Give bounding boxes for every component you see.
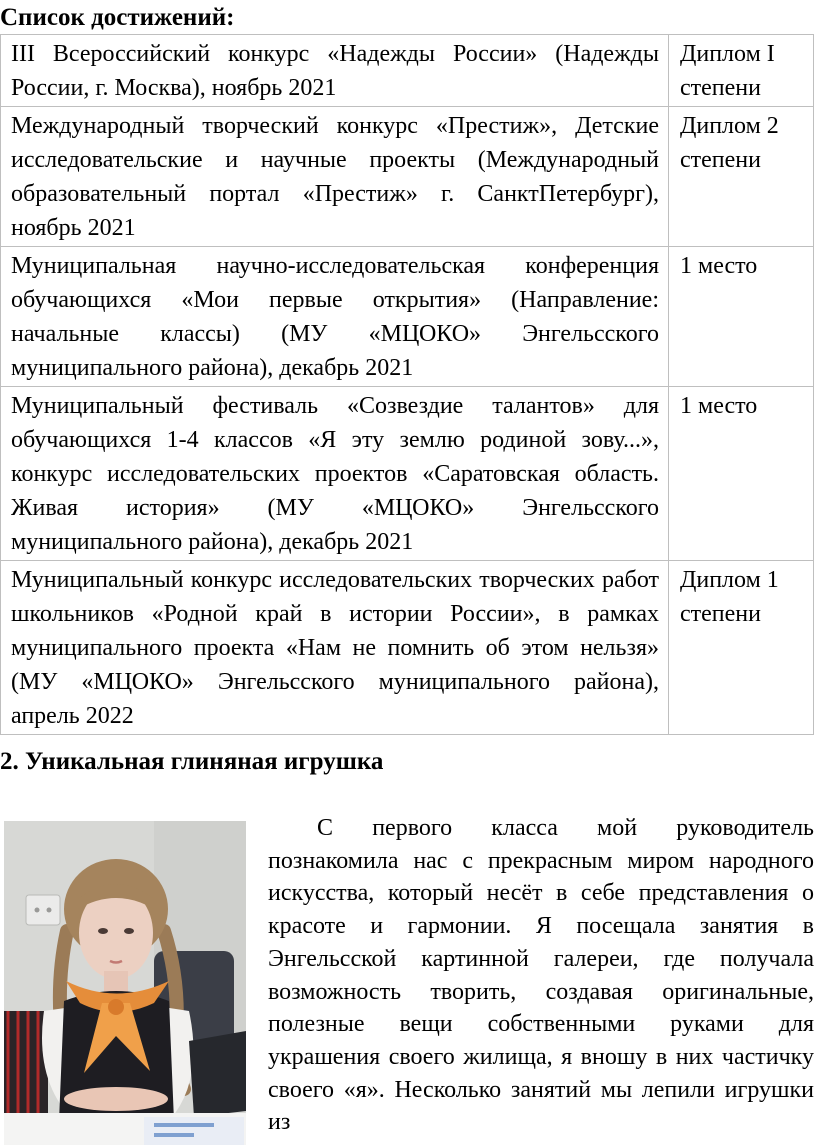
table-row (1, 35, 814, 107)
achievement-description: Муниципальная научно-исследовательская конференция обучающихся «Мои первые открытия» (Направление: начальные классы) (МУ «МЦОКО» Энгельсского муниципального района), декабрь 2021 (1, 247, 669, 387)
achievement-award: Диплом 1 степени (669, 561, 814, 735)
table-row (1, 107, 814, 247)
achievement-award: 1 место (669, 387, 814, 561)
section-heading: 2. Уникальная глиняная игрушка (0, 748, 384, 775)
section-paragraph: С первого класса мой руководитель познакомила нас с прекрасным миром народного искусства, который несёт в себе представления о красоте и гармонии. Я посещала занятия в Энгельсской картинной галереи, где получала возможность творить, создавая оригинальные, полезные вещи собственными руками для украшения своего жилища, я вношу в них частичку своего «я». Несколько занятий мы лепили игрушки из (268, 815, 814, 1136)
achievements-table (0, 34, 814, 735)
achievement-description: Муниципальный фестиваль «Созвездие талантов» для обучающихся 1-4 классов «Я эту землю родиной зову...», конкурс исследовательских проектов «Саратовская область. Живая история» (МУ «МЦОКО» Энгельсского муниципального района), декабрь 2021 (1, 387, 669, 561)
achievement-award: Диплом 2 степени (669, 107, 814, 247)
table-row (1, 247, 814, 387)
achievements-heading: Список достижений: (0, 4, 235, 31)
achievement-award: 1 место (669, 247, 814, 387)
achievement-description: Международный творческий конкурс «Престиж», Детские исследовательские и научные проекты (Международный образовательный портал «Престиж» г. СанктПетербург), ноябрь 2021 (1, 107, 669, 247)
table-row (1, 561, 814, 735)
achievement-award: Диплом I степени (669, 35, 814, 107)
achievement-description: III Всероссийский конкурс «Надежды России» (Надежды России, г. Москва), ноябрь 2021 (1, 35, 669, 107)
table-row (1, 387, 814, 561)
student-photo (4, 821, 246, 1145)
achievement-description: Муниципальный конкурс исследовательских творческих работ школьников «Родной край в истории России», в рамках муниципального проекта «Нам не помнить об этом нельзя» (МУ «МЦОКО» Энгельсского муниципального района), апрель 2022 (1, 561, 669, 735)
